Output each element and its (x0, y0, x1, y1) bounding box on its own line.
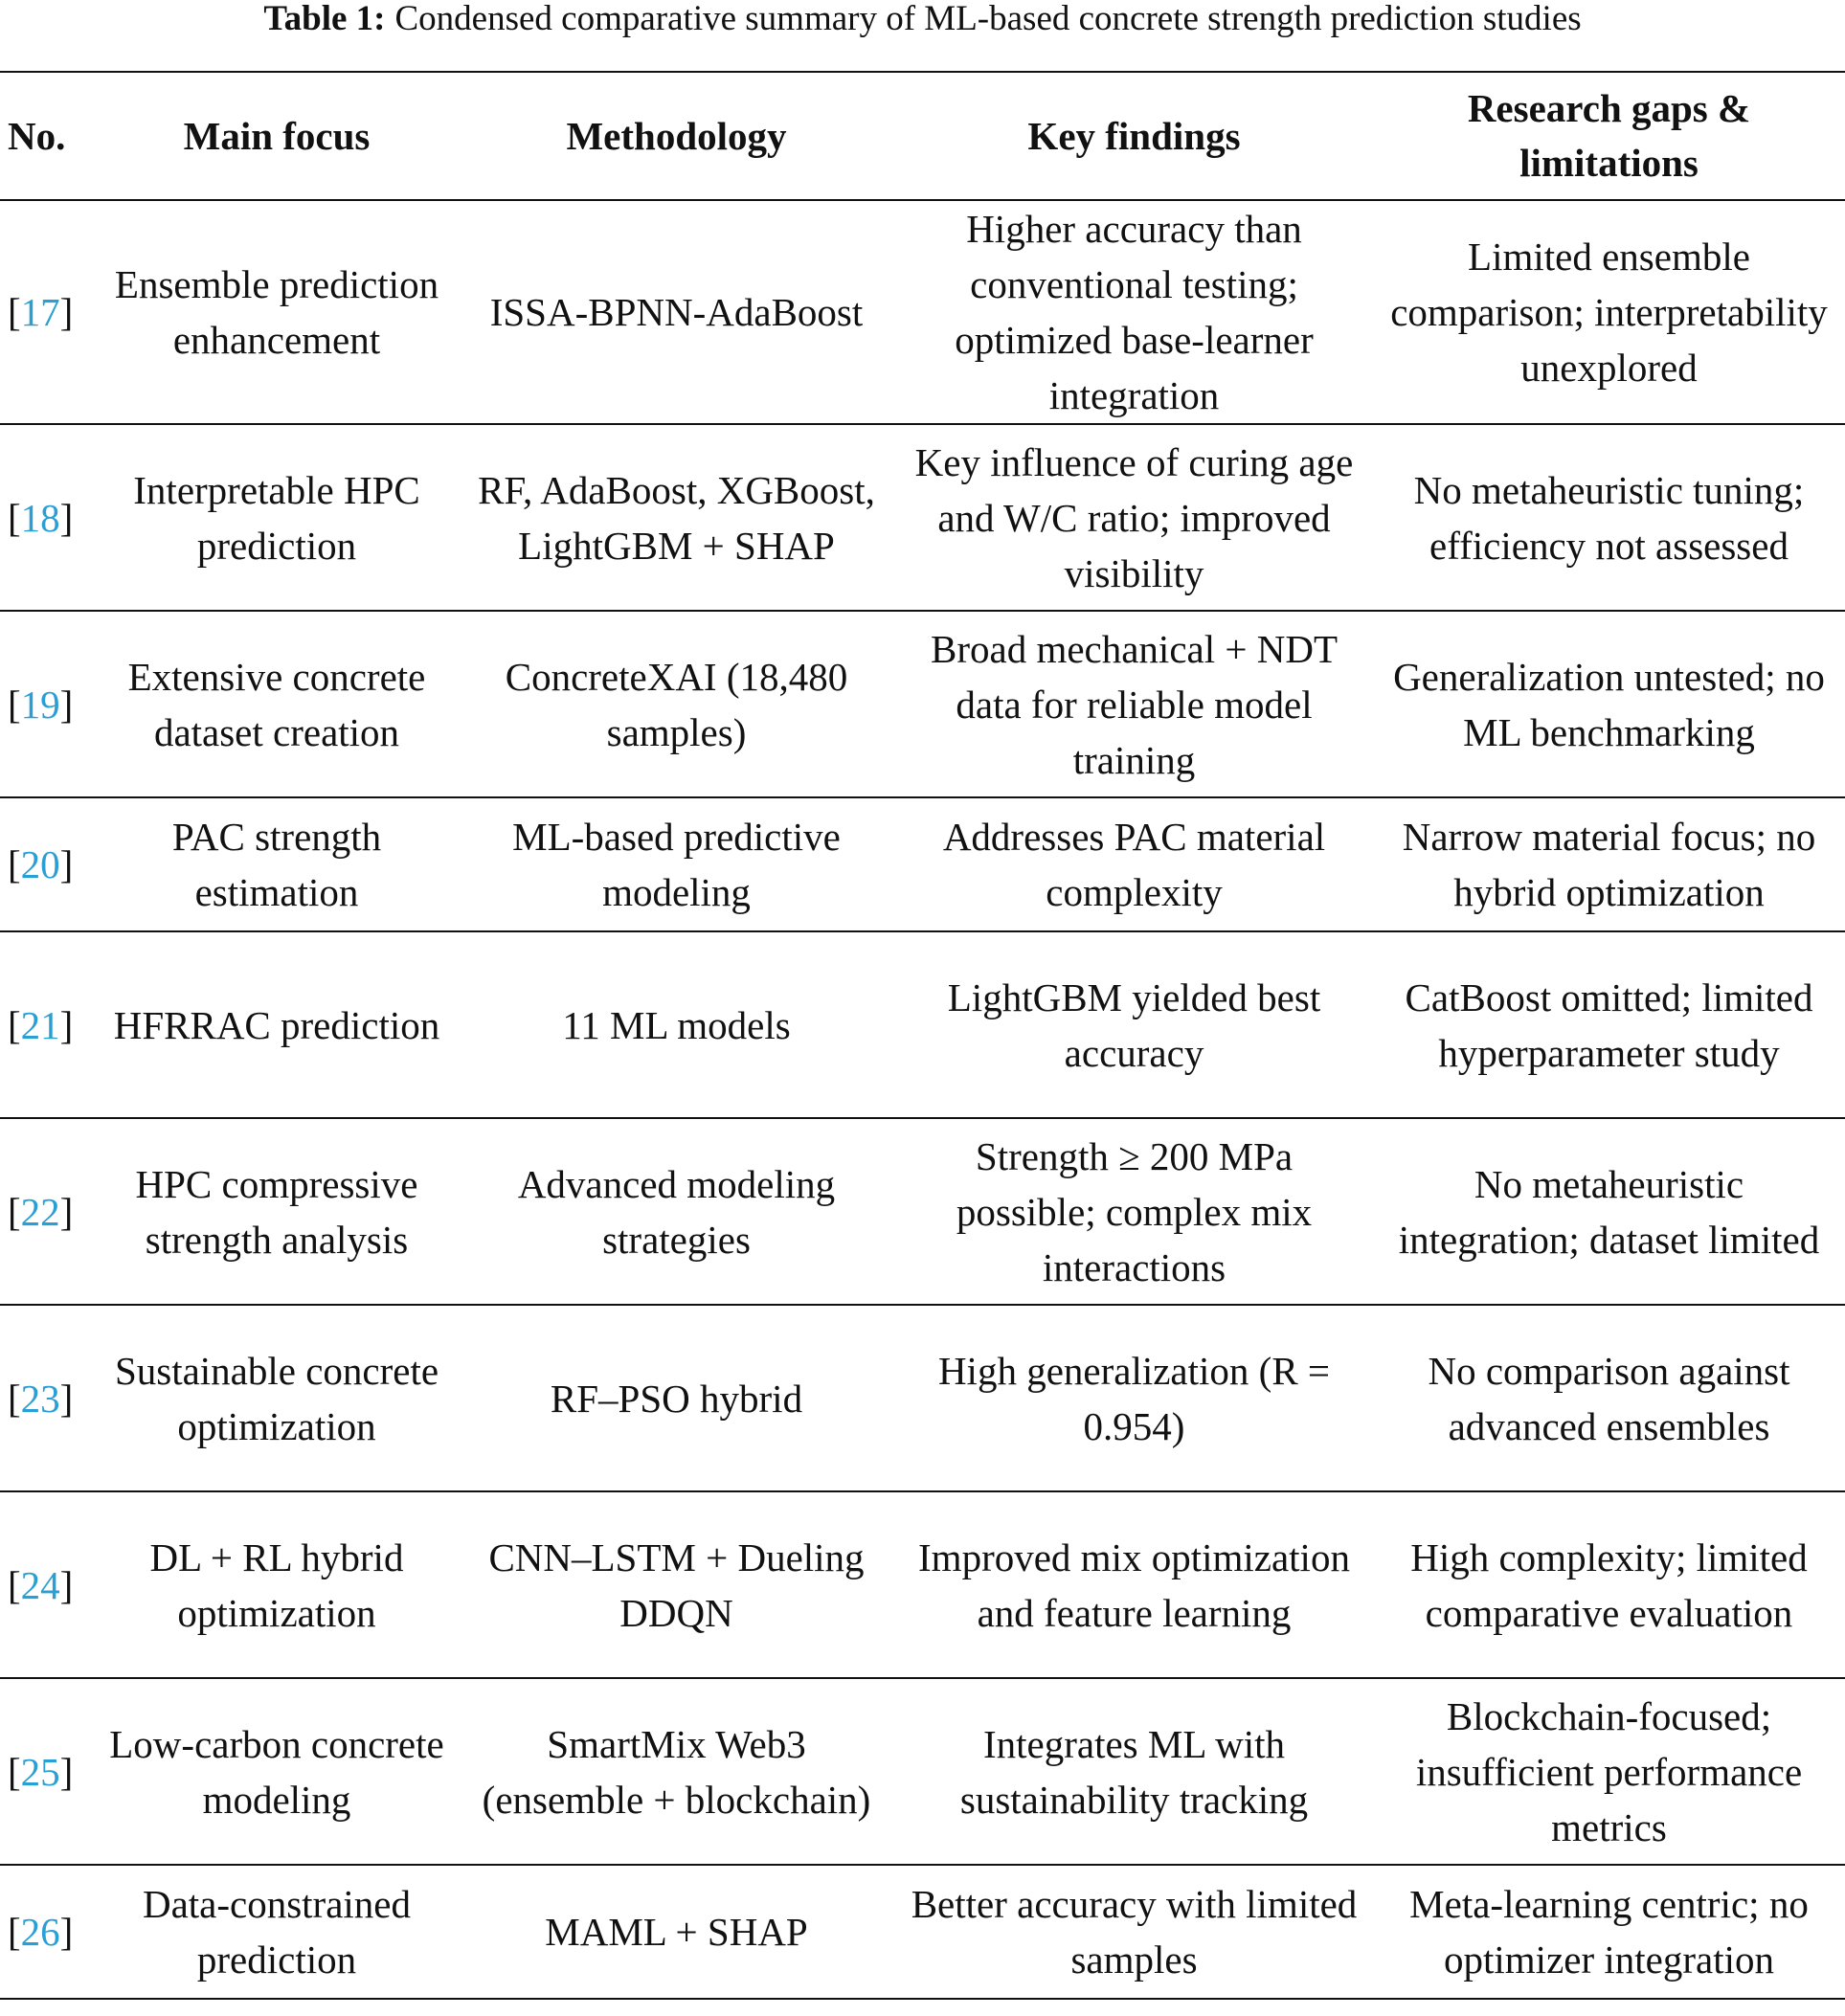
main-focus-cell: Ensemble prediction enhancement (114, 262, 439, 362)
main-focus-cell: HPC compressive strength analysis (135, 1161, 418, 1262)
row-number-cell: [21] (8, 1002, 74, 1047)
header-main-focus: Main focus (183, 113, 371, 158)
research-gaps-cell: Blockchain-focused; insufficient performance metrics (1415, 1693, 1803, 1849)
reference-link[interactable]: 23 (20, 1376, 60, 1421)
table-row (0, 931, 1845, 1118)
row-number-cell: [17] (8, 290, 74, 334)
reference-link[interactable]: 21 (20, 1002, 60, 1047)
reference-link[interactable]: 20 (20, 842, 60, 886)
key-findings-cell: Better accuracy with limited samples (911, 1882, 1358, 1982)
key-findings-cell: Broad mechanical + NDT data for reliable model training (931, 626, 1338, 782)
row-number-cell: [20] (8, 842, 74, 886)
table-header-row (0, 72, 1845, 200)
header-no: No. (8, 113, 66, 158)
methodology-cell: ML-based predictive modeling (512, 815, 841, 914)
comparison-table (0, 71, 1845, 2000)
key-findings-cell: LightGBM yielded best accuracy (947, 974, 1321, 1075)
main-focus-cell: Sustainable concrete optimization (114, 1348, 439, 1448)
row-number-cell: [19] (8, 682, 74, 727)
main-focus-cell: PAC strength estimation (171, 815, 382, 914)
reference-link[interactable]: 19 (20, 682, 60, 727)
research-gaps-cell: High complexity; limited comparative evaluation (1410, 1534, 1808, 1635)
methodology-cell: ISSA-BPNN-AdaBoost (489, 290, 864, 334)
key-findings-cell: Improved mix optimization and feature learning (918, 1534, 1350, 1635)
row-number-cell: [22] (8, 1189, 74, 1234)
header-methodology: Methodology (566, 113, 787, 158)
methodology-cell: ConcreteXAI (18,480 samples) (505, 654, 848, 754)
key-findings-cell: Integrates ML with sustainability tracking (959, 1721, 1309, 1822)
key-findings-cell: Strength ≥ 200 MPa possible; complex mix interactions (956, 1133, 1313, 1289)
table-caption-label: Table 1: (263, 0, 386, 38)
reference-link[interactable]: 24 (20, 1562, 60, 1607)
reference-link[interactable]: 26 (20, 1910, 60, 1954)
key-findings-cell: High generalization (R = 0.954) (937, 1348, 1331, 1448)
table-row (0, 1865, 1845, 1999)
methodology-cell: SmartMix Web3 (ensemble + blockchain) (482, 1721, 871, 1822)
methodology-cell: CNN–LSTM + Dueling DDQN (488, 1534, 865, 1635)
row-number-cell: [18] (8, 495, 74, 540)
research-gaps-cell: Generalization untested; no ML benchmarking (1393, 654, 1825, 754)
methodology-cell: MAML + SHAP (545, 1910, 808, 1954)
row-number-cell: [25] (8, 1749, 74, 1794)
research-gaps-cell: Narrow material focus; no hybrid optimization (1402, 815, 1816, 914)
main-focus-cell: Data-constrained prediction (142, 1882, 412, 1982)
header-research-gaps: Research gaps & limitations (1467, 86, 1751, 185)
key-findings-cell: Higher accuracy than conventional testing; optimized base-learner integration (955, 207, 1314, 417)
table-row (0, 1491, 1845, 1678)
key-findings-cell: Key influence of curing age and W/C ratio; improved visibility (914, 439, 1354, 595)
reference-link[interactable]: 22 (20, 1189, 60, 1234)
table-caption-text: Condensed comparative summary of ML-based concrete strength prediction studies (394, 0, 1582, 38)
row-number-cell: [23] (8, 1376, 74, 1421)
table-row (0, 200, 1845, 424)
research-gaps-cell: No metaheuristic tuning; efficiency not assessed (1413, 467, 1805, 568)
row-number-cell: [26] (8, 1910, 74, 1954)
research-gaps-cell: Limited ensemble comparison; interpretability unexplored (1390, 235, 1828, 390)
reference-link[interactable]: 17 (20, 290, 60, 334)
row-number-cell: [24] (8, 1562, 74, 1607)
research-gaps-cell: Meta-learning centric; no optimizer integration (1409, 1882, 1809, 1982)
main-focus-cell: DL + RL hybrid optimization (149, 1534, 404, 1635)
table-row (0, 1678, 1845, 1865)
main-focus-cell: HFRRAC prediction (113, 1002, 440, 1047)
table-row (0, 424, 1845, 611)
table-caption (0, 0, 1845, 59)
research-gaps-cell: CatBoost omitted; limited hyperparameter study (1405, 974, 1813, 1075)
main-focus-cell: Interpretable HPC prediction (133, 467, 420, 568)
reference-link[interactable]: 18 (20, 495, 60, 540)
key-findings-cell: Addresses PAC material complexity (942, 815, 1326, 914)
table-row (0, 1305, 1845, 1491)
methodology-cell: 11 ML models (562, 1002, 791, 1047)
methodology-cell: Advanced modeling strategies (517, 1161, 836, 1262)
research-gaps-cell: No comparison against advanced ensembles (1428, 1348, 1790, 1448)
header-key-findings: Key findings (1027, 113, 1241, 158)
methodology-cell: RF, AdaBoost, XGBoost, LightGBM + SHAP (478, 467, 875, 568)
research-gaps-cell: No metaheuristic integration; dataset limited (1398, 1161, 1820, 1262)
table-row (0, 797, 1845, 931)
table-row (0, 611, 1845, 797)
main-focus-cell: Low-carbon concrete modeling (109, 1721, 444, 1822)
table-row (0, 1118, 1845, 1305)
reference-link[interactable]: 25 (20, 1749, 60, 1794)
methodology-cell: RF–PSO hybrid (550, 1376, 803, 1421)
main-focus-cell: Extensive concrete dataset creation (127, 654, 426, 754)
